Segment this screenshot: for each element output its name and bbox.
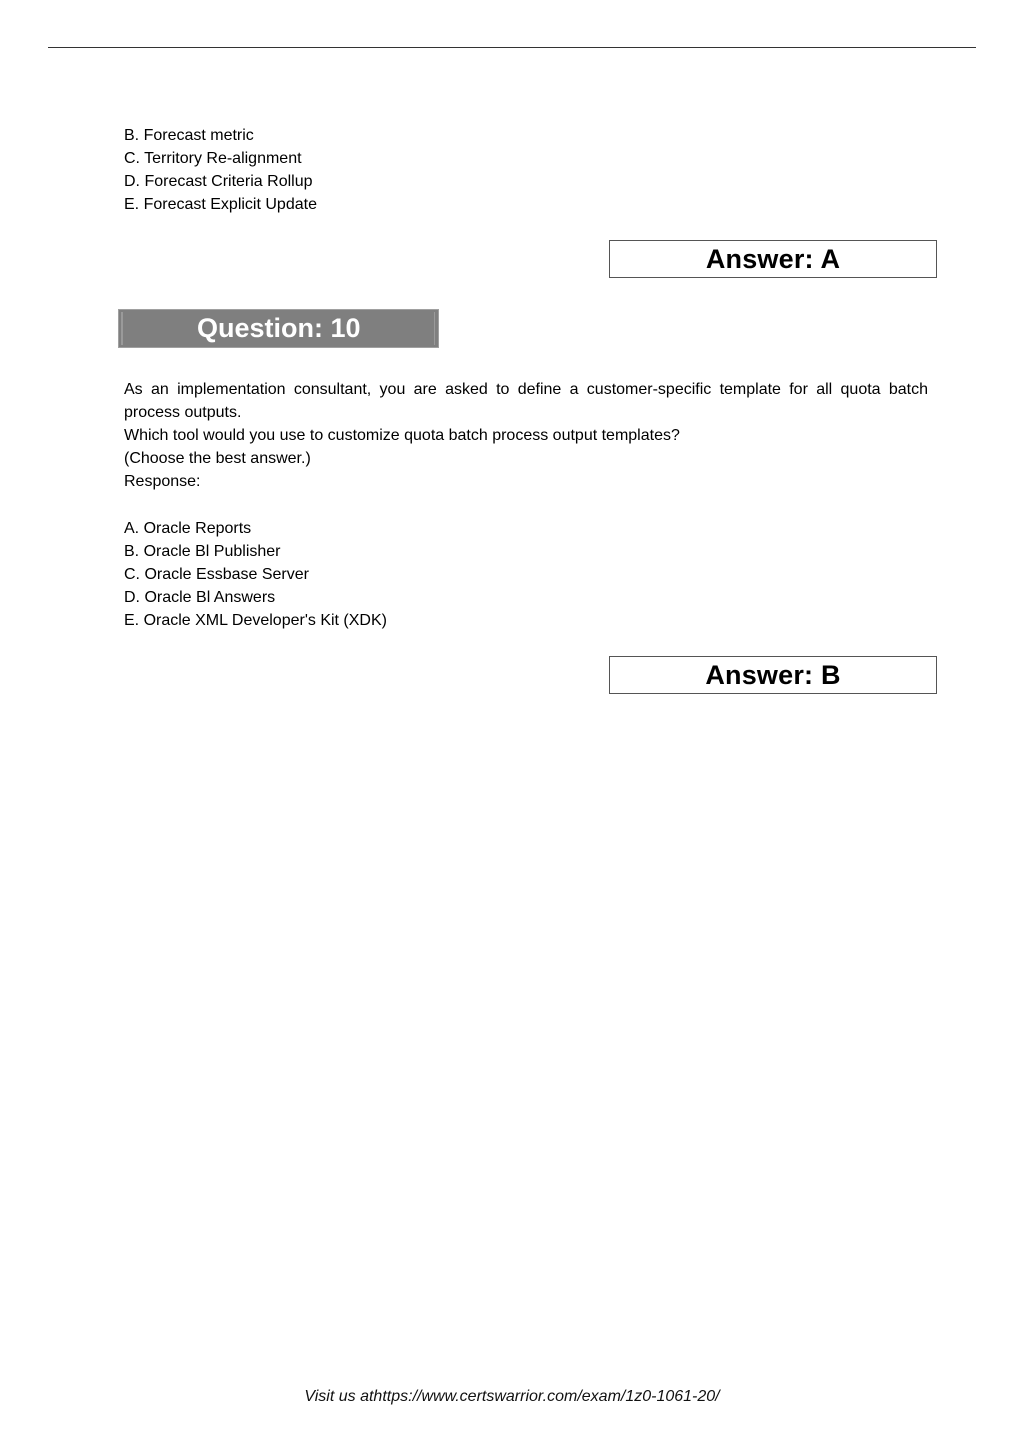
prev-option-c: C. Territory Re-alignment [124,150,302,167]
question-title-banner [118,309,439,348]
question-instruction: (Choose the best answer.) [124,450,311,467]
option-d: D. Oracle Bl Answers [124,589,276,606]
prev-answer-box: Answer: A [609,240,937,278]
footer-link[interactable]: Visit us athttps://www.certswarrior.com/exam/1z0-1061-20/ [304,1388,720,1405]
question-body [124,378,928,493]
question-stem: As an implementation consultant, you are asked to define a customer-specific template for all quota batch process outputs. [124,381,928,421]
prev-option-d: D. Forecast Criteria Rollup [124,173,313,190]
prev-option-e: E. Forecast Explicit Update [124,196,317,213]
option-c: C. Oracle Essbase Server [124,566,309,583]
prev-option-b: B. Forecast metric [124,127,254,144]
question-title: Question: 10 [197,313,361,343]
option-b: B. Oracle Bl Publisher [124,543,281,560]
option-e: E. Oracle XML Developer's Kit (XDK) [124,612,387,629]
header-divider [48,47,976,48]
response-label: Response: [124,473,201,490]
option-a: A. Oracle Reports [124,520,252,537]
question-prompt: Which tool would you use to customize quota batch process output templates? [124,427,680,444]
answer-box: Answer: B [609,656,937,694]
